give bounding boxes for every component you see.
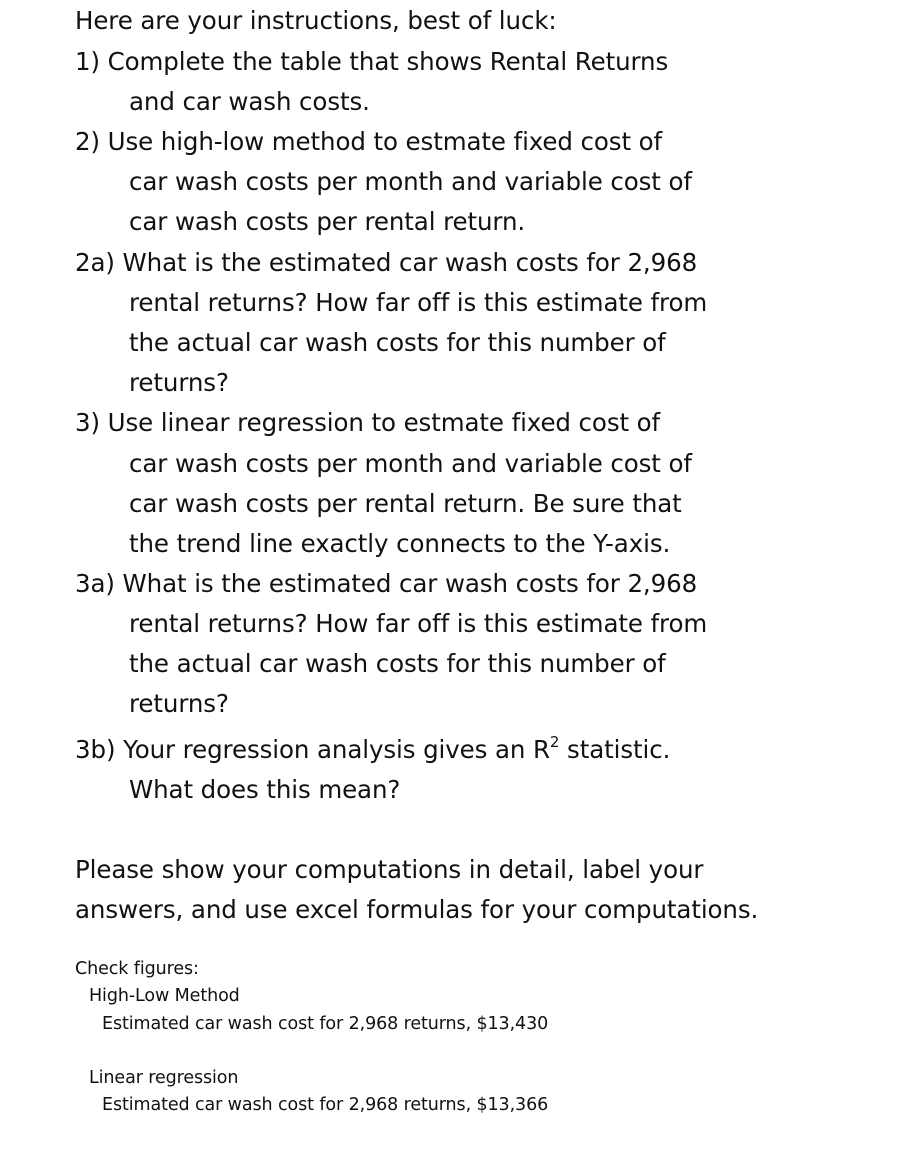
item-3-line-1: 3) Use linear regression to estmate fixed cost of xyxy=(75,408,661,437)
item-3a-line-2: rental returns? How far off is this estimate from xyxy=(129,609,708,638)
item-3b-line-2: What does this mean? xyxy=(129,775,401,804)
r-squared-superscript: 2 xyxy=(549,732,560,751)
item-3-line-2: car wash costs per month and variable cost of xyxy=(129,449,692,478)
item-2a-line-4: returns? xyxy=(129,368,229,397)
item-3b-line-1-tail: statistic. xyxy=(559,735,671,764)
linear-regression-label: Linear regression xyxy=(89,1068,239,1088)
item-2a-line-3: the actual car wash costs for this number of xyxy=(129,328,666,357)
item-2-line-1: 2) Use high-low method to estmate fixed cost of xyxy=(75,127,663,156)
item-2a-line-2: rental returns? How far off is this estimate from xyxy=(129,288,708,317)
high-low-label: High-Low Method xyxy=(89,986,240,1006)
item-2a-line-1: 2a) What is the estimated car wash costs for 2,968 xyxy=(75,248,698,277)
instructions-heading: Here are your instructions, best of luck: xyxy=(75,6,557,35)
item-1-line-1: 1) Complete the table that shows Rental Returns xyxy=(75,47,669,76)
item-3b-line-1 xyxy=(75,732,671,765)
item-1-line-2: and car wash costs. xyxy=(129,87,370,116)
check-figures-title: Check figures: xyxy=(75,959,199,979)
closing-line-2: answers, and use excel formulas for your computations. xyxy=(75,895,759,924)
item-2-line-3: car wash costs per rental return. xyxy=(129,207,526,236)
item-2-line-2: car wash costs per month and variable cost of xyxy=(129,167,692,196)
item-3a-line-3: the actual car wash costs for this number of xyxy=(129,649,666,678)
linear-regression-estimate: Estimated car wash cost for 2,968 returns, $13,366 xyxy=(102,1095,549,1115)
item-3b-line-1-text: 3b) Your regression analysis gives an R xyxy=(75,735,550,764)
high-low-estimate: Estimated car wash cost for 2,968 returns, $13,430 xyxy=(102,1014,549,1034)
item-3a-line-1: 3a) What is the estimated car wash costs for 2,968 xyxy=(75,569,698,598)
item-3-line-4: the trend line exactly connects to the Y-axis. xyxy=(129,529,671,558)
item-3a-line-4: returns? xyxy=(129,689,229,718)
closing-line-1: Please show your computations in detail, label your xyxy=(75,855,704,884)
item-3-line-3: car wash costs per rental return. Be sure that xyxy=(129,489,682,518)
